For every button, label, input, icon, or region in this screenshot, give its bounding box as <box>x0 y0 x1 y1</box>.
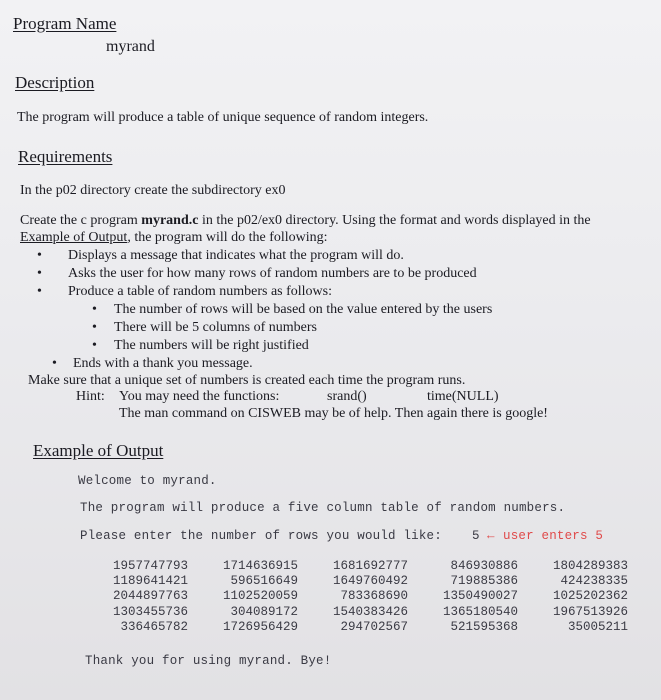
number-cell: 521595368 <box>450 619 518 634</box>
number-column-4 <box>428 559 518 635</box>
number-cell: 596516649 <box>230 574 298 589</box>
number-cell: 1681692777 <box>332 559 408 573</box>
number-cell: 719885386 <box>450 574 518 589</box>
number-column-5 <box>538 559 628 635</box>
number-cell: 1957747793 <box>112 559 188 573</box>
number-cell: 294702567 <box>340 619 408 634</box>
number-column-2 <box>208 559 298 635</box>
number-cell: 1025202362 <box>552 589 628 604</box>
requirements-paragraph <box>20 213 591 229</box>
unique-note: Make sure that a unique set of numbers is created each time the program runs. <box>28 373 466 388</box>
requirements-paragraph-line2 <box>20 230 328 246</box>
description-heading: Description <box>15 73 95 92</box>
number-cell: 1714636915 <box>222 559 298 573</box>
output-thanks: Thank you for using myrand. Bye! <box>85 654 332 668</box>
output-entered-value: 5 <box>472 529 480 543</box>
description-text: The program will produce a table of unique sequence of random integers. <box>17 110 429 125</box>
bullet-item-last: Ends with a thank you message. <box>73 356 253 371</box>
hint-function-time: time(NULL) <box>427 389 499 404</box>
number-cell: 1303455736 <box>112 604 188 619</box>
para-text-b: in the p02/ex0 directory. Using the format and words displayed in the <box>198 213 591 228</box>
hint-line2: The man command on CISWEB may be of help. Then again there is google! <box>119 406 548 421</box>
number-cell: 424238335 <box>560 574 628 589</box>
left-arrow-icon: ← <box>487 529 495 543</box>
output-welcome: Welcome to myrand. <box>78 474 217 488</box>
para-bold-filename: myrand.c <box>141 213 199 228</box>
para-text-c: , the program will do the following: <box>127 230 328 245</box>
hint-function-srand: srand() <box>327 389 367 404</box>
number-cell: 304089172 <box>230 604 298 619</box>
hint-text: You may need the functions: <box>119 389 280 404</box>
example-heading: Example of Output <box>33 441 164 460</box>
sub-bullet-item: There will be 5 columns of numbers <box>114 320 317 335</box>
para-text-a: Create the c program <box>20 213 142 228</box>
sub-bullet-item: The numbers will be right justified <box>114 338 309 353</box>
bullet-dot-icon: • <box>37 266 42 281</box>
bullet-dot-icon: • <box>52 356 57 371</box>
number-cell: 1726956429 <box>222 619 298 634</box>
number-column-1 <box>98 559 188 635</box>
number-cell: 1350490027 <box>442 589 518 604</box>
number-cell: 1189641421 <box>112 574 188 589</box>
number-cell: 1365180540 <box>442 604 518 619</box>
requirements-line1: In the p02 directory create the subdirectory ex0 <box>20 183 286 198</box>
number-cell: 2044897763 <box>112 589 188 604</box>
number-cell: 846930886 <box>450 559 518 573</box>
number-cell: 35005211 <box>567 619 628 634</box>
number-cell: 1804289383 <box>552 559 628 573</box>
number-cell: 783368690 <box>340 589 408 604</box>
hint-label: Hint: <box>76 389 105 404</box>
bullet-item: Asks the user for how many rows of random numbers are to be produced <box>68 266 477 281</box>
bullet-item: Displays a message that indicates what the program will do. <box>68 248 404 263</box>
sub-bullet-dot-icon: • <box>92 302 97 317</box>
example-of-output-reference: Example of Output <box>20 230 128 245</box>
program-name-value: myrand <box>106 38 155 55</box>
number-cell: 1649760492 <box>332 574 408 589</box>
sub-bullet-dot-icon: • <box>92 338 97 353</box>
bullet-dot-icon: • <box>37 248 42 263</box>
number-cell: 336465782 <box>120 619 188 634</box>
number-cell: 1102520059 <box>222 589 298 604</box>
bullet-item: Produce a table of random numbers as follows: <box>68 284 332 299</box>
output-prompt: Please enter the number of rows you would like: <box>80 529 442 543</box>
sub-bullet-dot-icon: • <box>92 320 97 335</box>
number-cell: 1967513926 <box>552 604 628 619</box>
output-produce: The program will produce a five column table of random numbers. <box>80 501 566 515</box>
number-column-3 <box>318 559 408 635</box>
bullet-dot-icon: • <box>37 284 42 299</box>
sub-bullet-item: The number of rows will be based on the value entered by the users <box>114 302 493 317</box>
requirements-heading: Requirements <box>18 147 113 166</box>
number-cell: 1540383426 <box>332 604 408 619</box>
program-name-heading: Program Name <box>13 14 117 33</box>
user-input-note: user enters 5 <box>503 529 604 543</box>
